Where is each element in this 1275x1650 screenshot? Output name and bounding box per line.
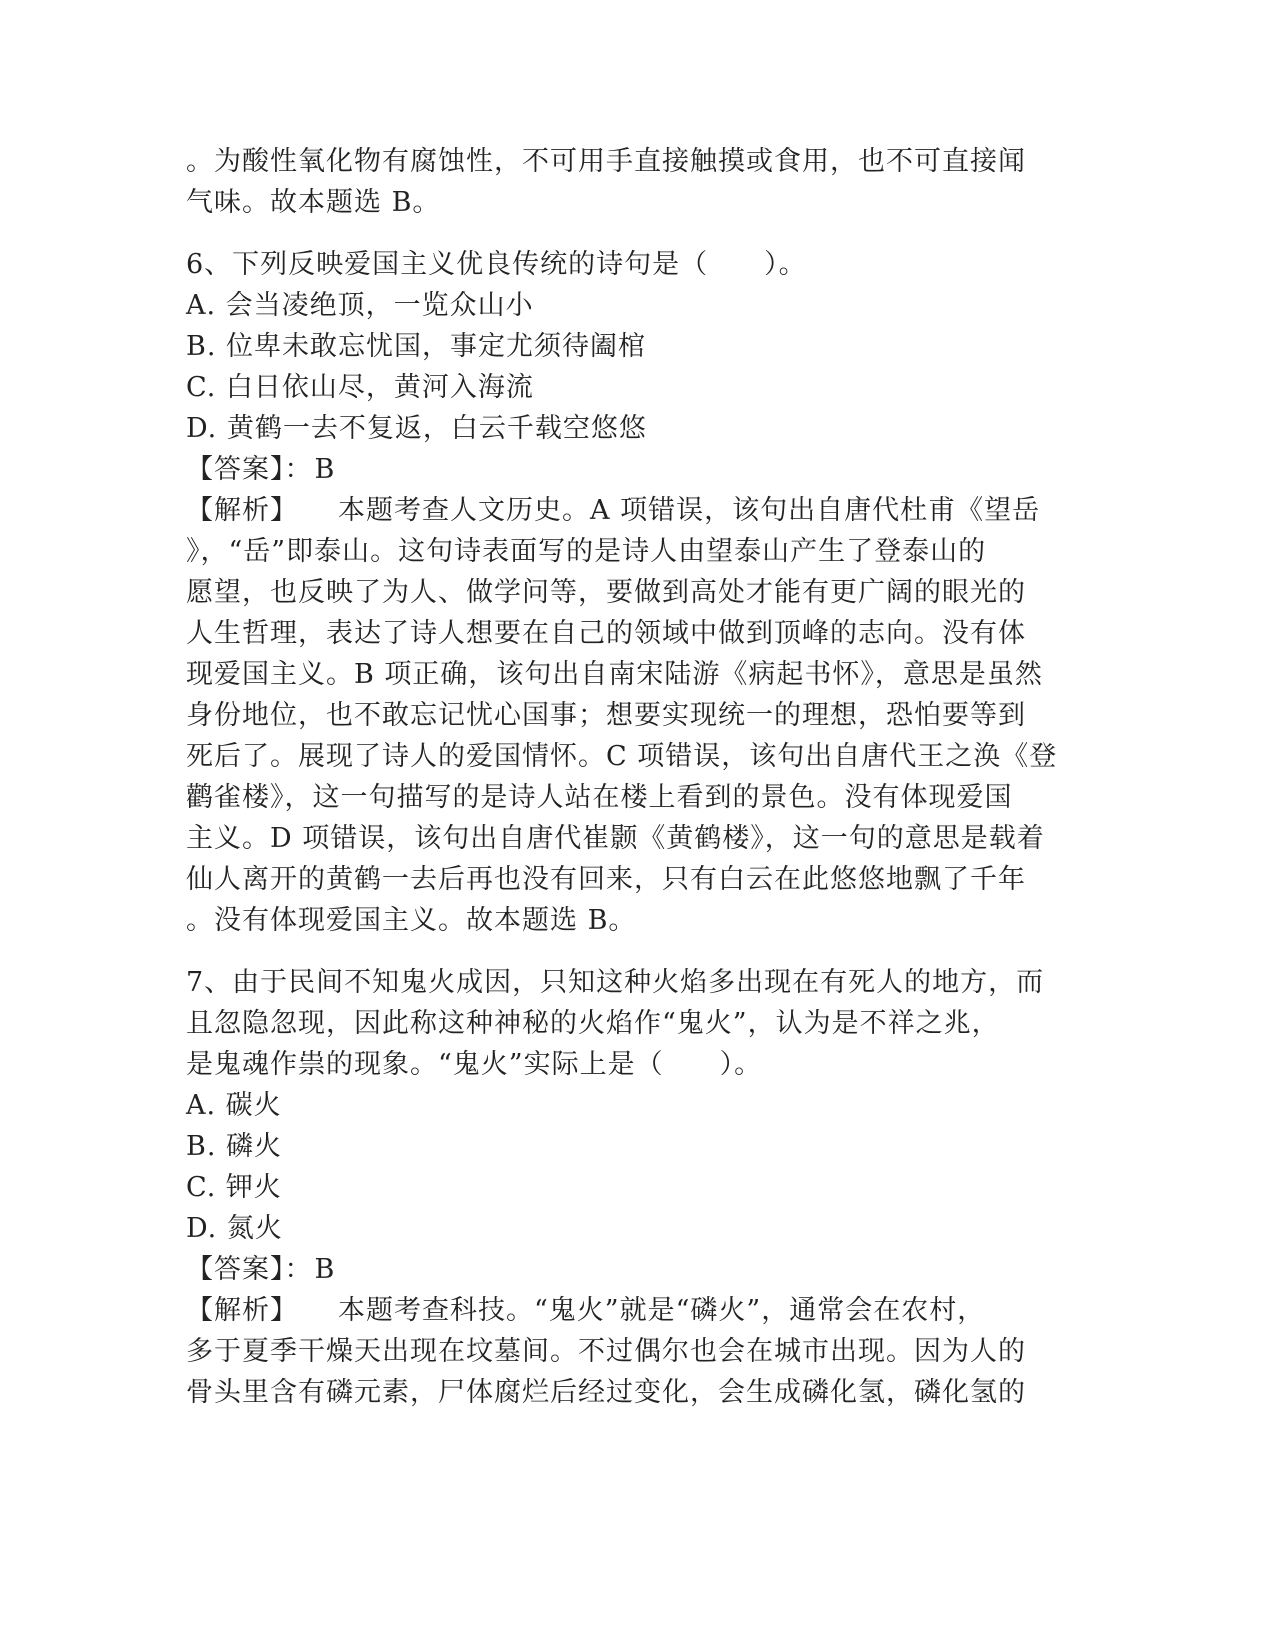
question-6-option-d: D. 黄鹤一去不复返，白云千载空悠悠 (186, 413, 647, 444)
question-6-explanation-line: 人生哲理，表达了诗人想要在自己的领域中做到顶峰的志向。没有体 (186, 618, 1026, 649)
question-6-explanation-line: 仙人离开的黄鹤一去后再也没有回来，只有白云在此悠悠地飘了千年 (186, 864, 1026, 895)
question-6-option-b: B. 位卑未敢忘忧国，事定尤须待阖棺 (186, 331, 647, 362)
question-6-explanation-line: 》，“岳”即泰山。这句诗表面写的是诗人由望泰山产生了登泰山的 (186, 536, 987, 567)
question-6-stem: 6、下列反映爱国主义优良传统的诗句是（ ）。 (186, 249, 807, 280)
question-7-option-a: A. 碳火 (186, 1090, 282, 1121)
question-6-explanation-line: 死后了。展现了诗人的爱国情怀。C 项错误，该句出自唐代王之涣《登 (186, 741, 1058, 772)
answer-value: B (314, 454, 336, 485)
question-6-answer (186, 450, 1076, 490)
question-6-explanation-line: 现爱国主义。B 项正确，该句出自南宋陆游《病起书怀》，意思是虽然 (186, 659, 1043, 690)
question-6-explanation-line: 鹳雀楼》，这一句描写的是诗人站在楼上看到的景色。没有体现爱国 (186, 782, 1013, 813)
question-7-stem-line: 7、由于民间不知鬼火成因，只知这种火焰多出现在有死人的地方，而 (186, 967, 1045, 998)
prev-explanation-line: 气味。故本题选 B。 (186, 187, 441, 218)
question-6-explanation-line: 身份地位，也不敢忘记忧心国事；想要实现统一的理想，恐怕要等到 (186, 700, 1026, 731)
question-6-option-a: A. 会当凌绝顶，一览众山小 (186, 290, 534, 321)
question-6-explanation-line: 愿望，也反映了为人、做学问等，要做到高处才能有更广阔的眼光的 (186, 577, 1026, 608)
question-6-explanation-line: 。没有体现爱国主义。故本题选 B。 (186, 905, 637, 936)
explanation-label: 【解析】 (186, 1295, 298, 1326)
question-7-option-d: D. 氮火 (186, 1213, 283, 1244)
question-7-option-c: C. 钾火 (186, 1172, 282, 1203)
explanation-text: 本题考查科技。“鬼火”就是“磷火”，通常会在农村， (338, 1295, 986, 1326)
question-7-stem-line: 是鬼魂作祟的现象。“鬼火”实际上是（ ）。 (186, 1049, 763, 1080)
explanation-text: 本题考查人文历史。A 项错误，该句出自唐代杜甫《望岳 (338, 495, 1041, 526)
question-6-option-c: C. 白日依山尽，黄河入海流 (186, 372, 534, 403)
prev-explanation-line: 。为酸性氧化物有腐蚀性，不可用手直接触摸或食用，也不可直接闻 (186, 146, 1026, 177)
question-7-answer (186, 1250, 1076, 1290)
answer-label: 【答案】： (186, 454, 313, 485)
question-6-explanation-line: 主义。D 项错误，该句出自唐代崔颢《黄鹤楼》，这一句的意思是载着 (186, 823, 1045, 854)
answer-value: B (314, 1254, 336, 1285)
question-7-explanation-line: 多于夏季干燥天出现在坟墓间。不过偶尔也会在城市出现。因为人的 (186, 1336, 1026, 1367)
question-7-stem-line: 且忽隐忽现，因此称这种神秘的火焰作“鬼火”，认为是不祥之兆， (186, 1008, 1000, 1039)
question-7-option-b: B. 磷火 (186, 1131, 283, 1162)
question-7-explanation-line (186, 1291, 1076, 1331)
question-7-explanation-line: 骨头里含有磷元素，尸体腐烂后经过变化，会生成磷化氢，磷化氢的 (186, 1377, 1026, 1408)
explanation-label: 【解析】 (186, 495, 298, 526)
answer-label: 【答案】： (186, 1254, 313, 1285)
question-6-explanation-line (186, 491, 1076, 531)
